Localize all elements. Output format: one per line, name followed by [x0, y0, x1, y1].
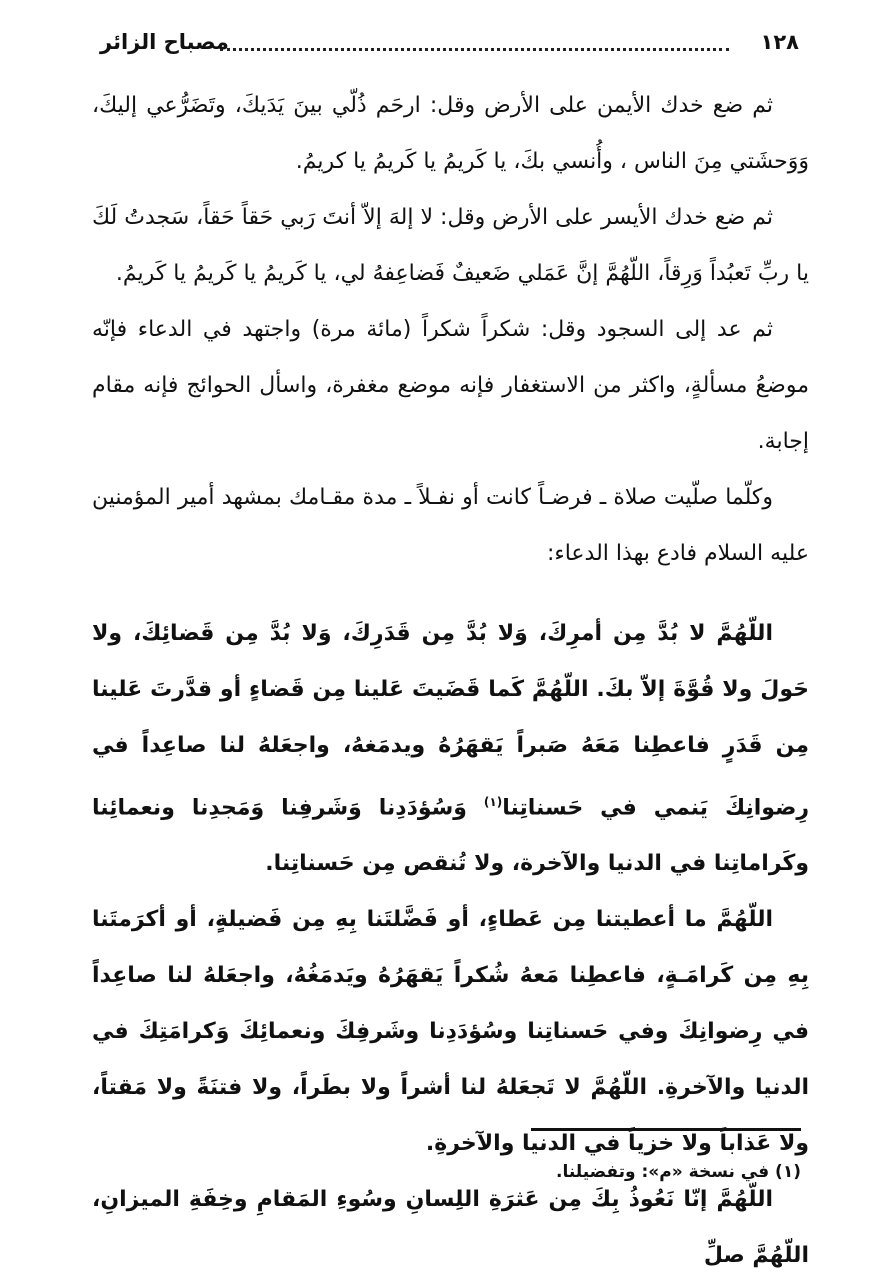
- page-number: ١٢٨: [760, 30, 799, 54]
- instruction-paragraph: ثم ضع خدك الأيمن على الأرض وقل: ارحَم ذُلّي بينَ يَدَيكَ، وتَضَرُّعي إليكَ، وَوَحشَتي مِنَ الناس ، وأُنسي بكَ، يا كَريمُ يا كَريمُ يا كريمُ.: [92, 93, 809, 174]
- prayer-paragraph: اللّهُمَّ إنّا نَعُوذُ بِكَ مِن عَثرَةِ اللِسانِ وسُوءِ المَقامِ وخِفَةِ الميزانِ، اللّهُمَّ صلِّ: [92, 1187, 809, 1269]
- footnote-separator: [531, 1128, 801, 1131]
- prayer-paragraph: اللّهُمَّ ما أعطيتنا مِن عَطاءٍ، أو فَضَّلتَنا بِهِ مِن فَضيلةٍ، أو أكرَمتَنا بِهِ مِن كَرامَـةٍ، فاعطِنا مَعهُ شُكراً يَقهَرُهُ ويَدمَغُهُ، واجعَلهُ لنا صاعِداً في رِضوانِكَ وفي حَسناتِنا وسُؤدَدِنا وشَرفِكَ ونعمائِكَ وَكرامَتِكَ في الدنيا والآخرةِ. اللّهُمَّ لا تَجعَلهُ لنا أشراً ولا بطَراً، ولا فتنَةً ولا مَقتاً، ولا عَذاباً ولا خزياً في الدنيا والآخرةِ.: [92, 907, 809, 1157]
- page-header: [100, 30, 799, 70]
- footnote: (١) في نسخة «م»: وتفضيلنا.: [555, 1162, 801, 1182]
- page-body: [92, 78, 809, 1284]
- header-dot-leader: [220, 38, 729, 51]
- instruction-paragraph: ثم عد إلى السجود وقل: شكراً شكراً (مائة مرة) واجتهد في الدعاء فإنّه موضعُ مسألةٍ، واكثر من الاستغفار فإنه موضع مغفرة، واسأل الحوائج فإنه مقام إجابة.: [92, 317, 809, 454]
- instruction-paragraph: ثم ضع خدك الأيسر على الأرض وقل: لا إلهَ إلاّ أنتَ رَبي حَقاً حَقاً، سَجدتُ لَكَ يا ربِّ تَعبُداً وَرِقاً، اللّهُمَّ إنَّ عَمَلي ضَعيفٌ فَضاعِفهُ لي، يا كَريمُ يا كَريمُ يا كَريمُ.: [92, 205, 809, 286]
- prayer-text: وَسُؤدَدِنا وَشَرفِنا وَمَجدِنا ونعمائِنا وكَراماتِنا في الدنيا والآخرة، ولا تُنقص مِن حَسناتِنا.: [92, 795, 809, 877]
- footnote-marker: (١): [483, 795, 503, 809]
- prayer-text: اللّهُمَّ لا بُدَّ مِن أمرِكَ، وَلا بُدَّ مِن قَدَرِكَ، وَلا بُدَّ مِن قَضائِكَ، ولا حَولَ ولا قُوَّةَ إلاّ بكَ. اللّهُمَّ كَما قَضَيتَ عَلينا مِن قَضاءٍ أو قدَّرتَ عَلينا مِن قَدَرٍ فاعطِنا مَعَهُ صَبراً يَقهَرُهُ ويدمَغهُ، واجعَلهُ لنا صاعِداً في رِضوانِكَ يَنمي في حَسناتِنا: [92, 621, 809, 821]
- prayer-paragraph: [92, 606, 809, 892]
- instruction-paragraph: وكلّما صلّيت صلاة ـ فرضـاً كانت أو نفـلاً ـ مدة مقـامك بمشهد أمير المؤمنين عليه السلام فادع بهذا الدعاء:: [92, 485, 809, 566]
- running-title: مصباح الزائر: [100, 30, 229, 54]
